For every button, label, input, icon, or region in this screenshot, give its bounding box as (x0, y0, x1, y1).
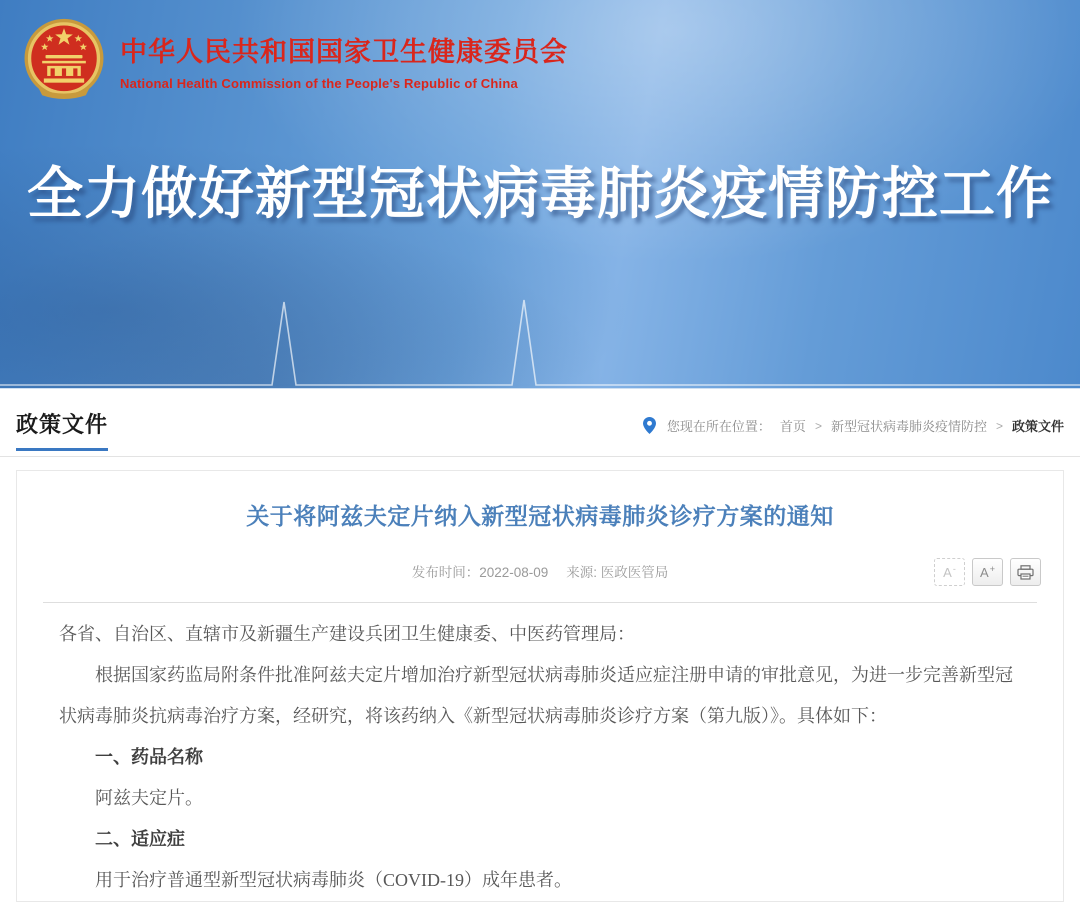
breadcrumb-current: 政策文件 (1011, 419, 1064, 434)
source-label: 来源: (566, 565, 598, 580)
article-card (16, 470, 1064, 902)
article-section-heading: 二、适应症 (95, 829, 185, 849)
breadcrumb-separator: > (995, 418, 1003, 433)
article-title: 关于将阿兹夫定片纳入新型冠状病毒肺炎诊疗方案的通知 (246, 503, 834, 529)
article-paragraph: 根据国家药监局附条件批准阿兹夫定片增加治疗新型冠状病毒肺炎适应症注册申请的审批意见，为进一步完善新型冠状病毒肺炎抗病毒治疗方案，经研究，将该药纳入《新型冠状病毒肺炎诊疗方案（第九版）》。具体如下： (59, 665, 1013, 726)
publish-time-label: 发布时间： (411, 565, 480, 580)
breadcrumb-separator: > (814, 418, 822, 433)
national-emblem-icon (22, 16, 106, 104)
font-smaller-button[interactable]: A - (934, 558, 965, 586)
horizontal-divider (0, 456, 1080, 457)
article-meta (17, 558, 1063, 588)
breadcrumb-home[interactable]: 首页 (779, 419, 806, 434)
article-tools (934, 558, 1041, 586)
source-value: 医政医管局 (600, 565, 669, 580)
breadcrumb (643, 416, 1064, 435)
article-body (17, 603, 1063, 901)
breadcrumb-category[interactable]: 新型冠状病毒肺炎疫情防控 (830, 419, 987, 434)
banner-slogan: 全力做好新型冠状病毒肺炎疫情防控工作 (27, 162, 1053, 225)
heartbeat-line-icon (0, 296, 1080, 388)
article-paragraph: 阿兹夫定片。 (95, 788, 203, 808)
section-title: 政策文件 (16, 408, 108, 451)
site-logo[interactable] (22, 16, 568, 104)
breadcrumb-label: 您现在所在位置： (666, 419, 771, 434)
print-button[interactable] (1010, 558, 1041, 586)
printer-icon (1017, 565, 1034, 580)
location-pin-icon (643, 417, 656, 434)
font-larger-button[interactable]: A + (972, 558, 1003, 586)
publish-time-value: 2022-08-09 (479, 565, 549, 580)
article-section-heading: 一、药品名称 (95, 747, 203, 767)
site-title-cn: 中华人民共和国国家卫生健康委员会 (120, 36, 568, 67)
article-paragraph: 各省、自治区、直辖市及新疆生产建设兵团卫生健康委、中医药管理局： (59, 624, 635, 644)
header-banner (0, 0, 1080, 389)
subheader (0, 408, 1080, 451)
site-title-en: National Health Commission of the People's Republic of China (120, 75, 518, 91)
brand-text (120, 30, 568, 91)
article-paragraph: 用于治疗普通型新型冠状病毒肺炎（COVID-19）成年患者。 (95, 870, 572, 890)
